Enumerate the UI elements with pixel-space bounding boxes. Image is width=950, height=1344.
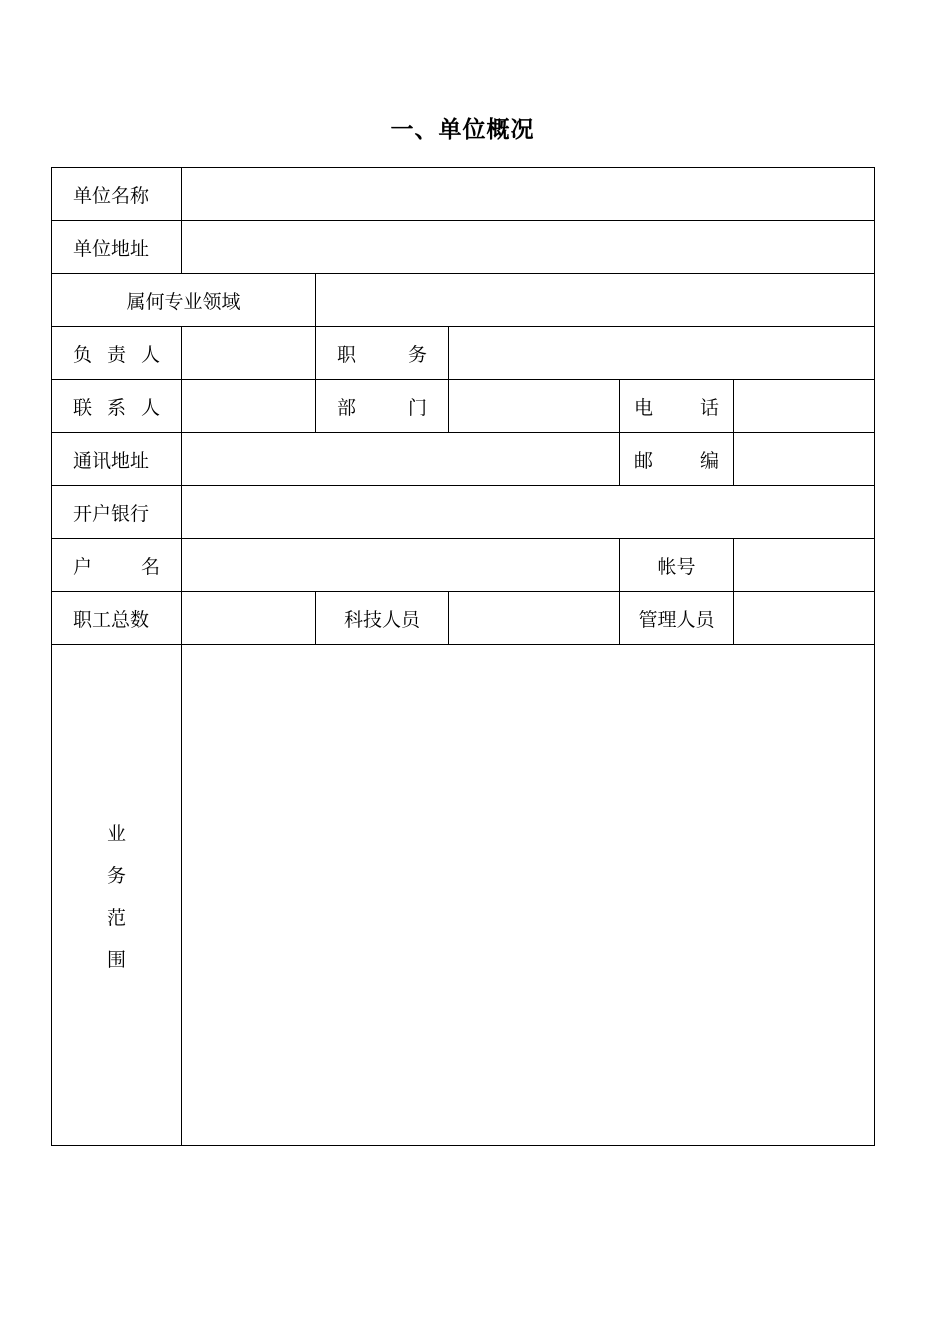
- account-name-label: [52, 539, 182, 592]
- bank-label: 开户银行: [52, 486, 182, 539]
- phone-label-char: 电: [634, 396, 654, 419]
- account-number-field[interactable]: [734, 539, 875, 592]
- business-scope-label-char: 围: [106, 948, 126, 971]
- row-contact: [52, 380, 875, 433]
- zip-label-char: 邮: [634, 449, 654, 472]
- unit-address-field[interactable]: [182, 221, 875, 274]
- staff-total-label: 职工总数: [52, 592, 182, 645]
- leader-label-char: 负: [73, 343, 93, 366]
- row-business-scope: [52, 645, 875, 1146]
- leader-label-char: 责: [106, 343, 126, 366]
- contact-label-char: 人: [140, 396, 160, 419]
- leader-label: [52, 327, 182, 380]
- department-label: [316, 380, 449, 433]
- row-unit-address: [52, 221, 875, 274]
- tech-staff-label: 科技人员: [316, 592, 449, 645]
- position-label-char: 职: [337, 343, 357, 366]
- leader-field[interactable]: [182, 327, 316, 380]
- position-label: [316, 327, 449, 380]
- phone-label: [620, 380, 734, 433]
- mgmt-staff-field[interactable]: [734, 592, 875, 645]
- row-leader: [52, 327, 875, 380]
- contact-field[interactable]: [182, 380, 316, 433]
- zip-field[interactable]: [734, 433, 875, 486]
- contact-label-char: 联: [73, 396, 93, 419]
- account-name-label-char: 户: [73, 555, 93, 578]
- row-staff: [52, 592, 875, 645]
- page-title: 一、单位概况: [390, 117, 535, 143]
- phone-field[interactable]: [734, 380, 875, 433]
- unit-address-label: 单位地址: [52, 221, 182, 274]
- account-number-label: 帐号: [620, 539, 734, 592]
- department-field[interactable]: [449, 380, 620, 433]
- row-bank: [52, 486, 875, 539]
- unit-name-label: 单位名称: [52, 168, 182, 221]
- unit-name-field[interactable]: [182, 168, 875, 221]
- account-name-field[interactable]: [182, 539, 620, 592]
- row-unit-name: [52, 168, 875, 221]
- business-scope-label-char: 业: [106, 822, 126, 845]
- zip-label: [620, 433, 734, 486]
- mail-address-field[interactable]: [182, 433, 620, 486]
- position-label-char: 务: [407, 343, 427, 366]
- department-label-char: 部: [337, 396, 357, 419]
- mail-address-label: 通讯地址: [52, 433, 182, 486]
- department-label-char: 门: [407, 396, 427, 419]
- bank-field[interactable]: [182, 486, 875, 539]
- zip-label-char: 编: [699, 449, 719, 472]
- row-account-name: [52, 539, 875, 592]
- mgmt-staff-label: 管理人员: [620, 592, 734, 645]
- field-value-field[interactable]: [316, 274, 875, 327]
- row-field: [52, 274, 875, 327]
- staff-total-field[interactable]: [182, 592, 316, 645]
- business-scope-label-char: 范: [106, 906, 126, 929]
- phone-label-char: 话: [699, 396, 719, 419]
- row-mail-address: [52, 433, 875, 486]
- contact-label-char: 系: [106, 396, 126, 419]
- business-scope-label-char: 务: [106, 864, 126, 887]
- position-field[interactable]: [449, 327, 875, 380]
- account-name-label-char: 名: [140, 555, 160, 578]
- business-scope-label: [52, 645, 182, 1146]
- tech-staff-field[interactable]: [449, 592, 620, 645]
- field-label: 属何专业领域: [52, 274, 316, 327]
- leader-label-char: 人: [140, 343, 160, 366]
- business-scope-field[interactable]: [182, 645, 875, 1146]
- unit-overview-form: [51, 167, 875, 1146]
- contact-label: [52, 380, 182, 433]
